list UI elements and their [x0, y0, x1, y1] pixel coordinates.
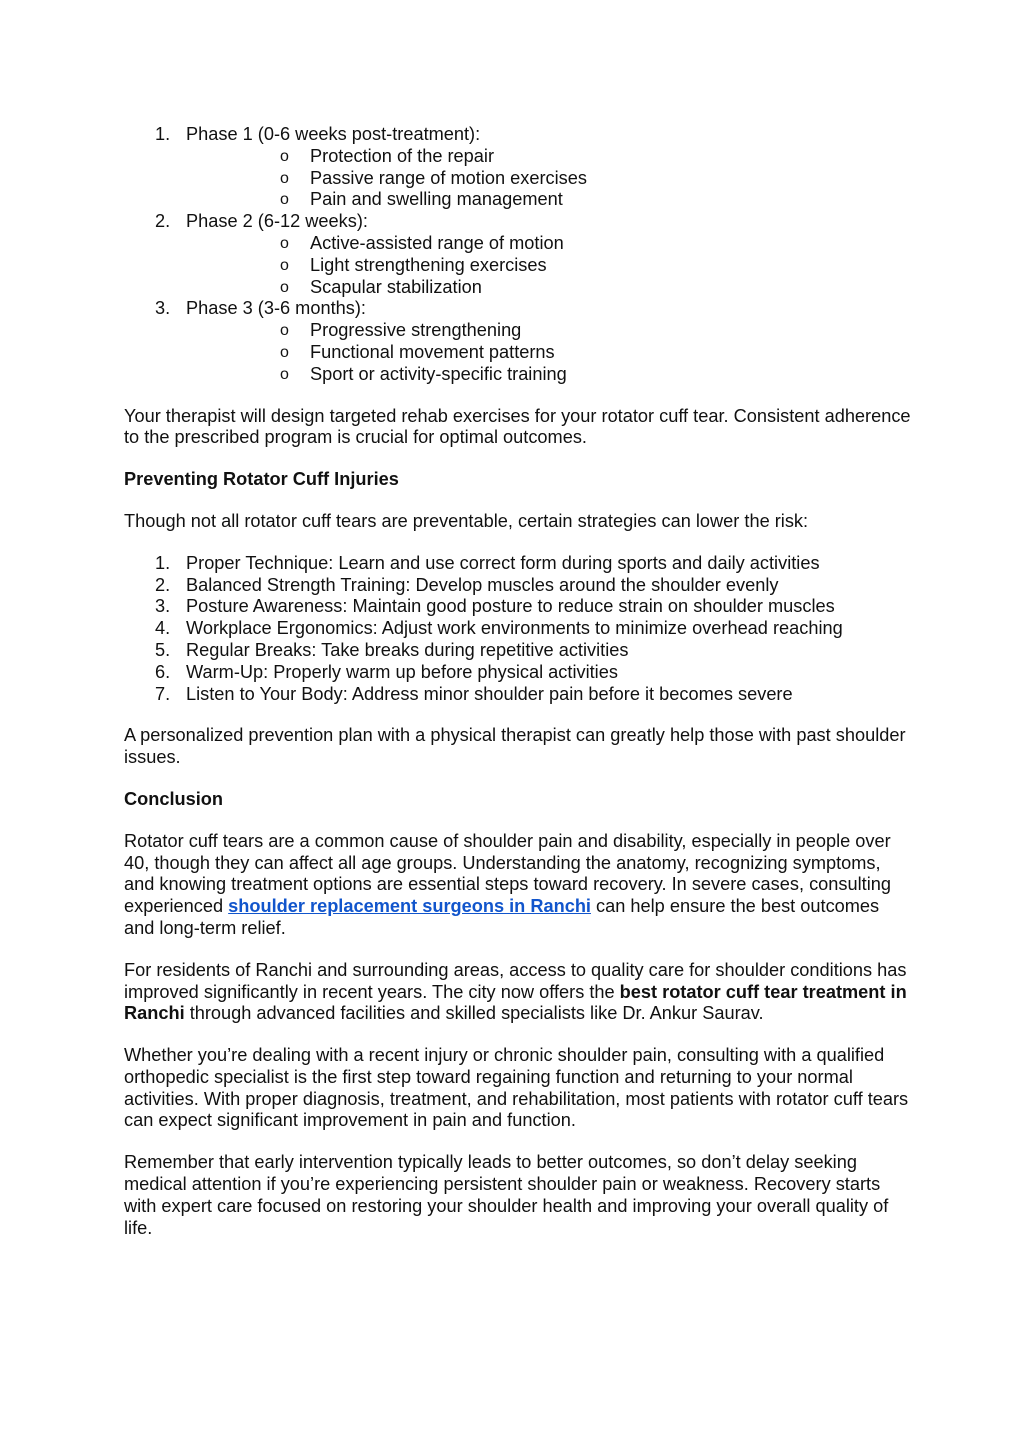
list-item: 3. Posture Awareness: Maintain good posture to reduce strain on shoulder muscles [155, 596, 835, 617]
list-item: 6. Warm-Up: Properly warm up before physical activities [155, 661, 618, 682]
conclusion-paragraph-2: For residents of Ranchi and surrounding areas, access to quality care for shoulder conditions has improved significantly in recent years. The city now offers the best rotator cuff tear treatment in Ranchi through advanced facilities and skilled specialists like Dr. Ankur Saurav. [124, 959, 907, 1024]
list-number: 4. [155, 618, 171, 639]
list-number: 1. [155, 552, 171, 573]
list-number: 1. [155, 124, 171, 144]
prevention-list [124, 553, 914, 706]
phase-item [124, 124, 914, 211]
section-heading: Preventing Rotator Cuff Injuries [124, 469, 399, 490]
rehab-phase-list [124, 298, 914, 385]
conclusion-paragraph-1: Rotator cuff tears are a common cause of shoulder pain and disability, especially in people over 40, though they can affect all age groups. Understanding the anatomy, recognizing symptoms, and knowing treatment options are essential steps toward recovery. In severe cases, consulting experienced shoulder replacement surgeons in Ranchi can help ensure the best outcomes and long-term relief. [124, 830, 891, 938]
bullet-icon: o [280, 191, 289, 209]
bullet-icon: o [280, 169, 289, 187]
list-number: 3. [155, 596, 171, 617]
conclusion-paragraph-4: Remember that early intervention typically leads to better outcomes, so don’t delay seeking medical attention if you’re experiencing persistent shoulder pain or weakness. Recovery starts with expert care focused on restoring your shoulder health and improving your overall quality of life. [124, 1152, 889, 1238]
rehab-paragraph: Your therapist will design targeted rehab exercises for your rotator cuff tear. Consistent adherence to the prescribed program is crucial for optimal outcomes. [124, 405, 911, 448]
phase-title: Phase 2 (6-12 weeks): [186, 211, 368, 232]
phase-title: Phase 1 (0-6 weeks post-treatment): [186, 124, 481, 144]
list-item: o Active-assisted range of motion [280, 232, 564, 253]
bullet-icon: o [280, 343, 289, 361]
list-item: o Pain and swelling management [280, 189, 563, 210]
phase-sub-list [186, 320, 914, 385]
list-number: 6. [155, 661, 171, 682]
phase-title: Phase 3 (3-6 months): [186, 298, 366, 319]
list-number: 7. [155, 683, 171, 704]
list-item: o Sport or activity-specific training [280, 363, 567, 384]
bullet-icon: o [280, 278, 289, 296]
conclusion-paragraph-3: Whether you’re dealing with a recent injury or chronic shoulder pain, consulting with a qualified orthopedic specialist is the first step toward regaining function and returning to your normal activities. With proper diagnosis, treatment, and rehabilitation, most patients with rotator cuff tears can expect significant improvement in pain and function. [124, 1045, 909, 1131]
list-number: 3. [155, 298, 171, 319]
list-item: 1. Proper Technique: Learn and use correct form during sports and daily activities [155, 552, 820, 573]
list-item: 5. Regular Breaks: Take breaks during repetitive activities [155, 639, 629, 660]
prevention-outro: A personalized prevention plan with a physical therapist can greatly help those with past shoulder issues. [124, 725, 906, 768]
bullet-icon: o [280, 256, 289, 274]
prevention-intro: Though not all rotator cuff tears are preventable, certain strategies can lower the risk: [124, 510, 809, 531]
emphasis-text: best rotator cuff tear treatment in Ranchi [124, 981, 907, 1024]
phase-item [124, 211, 914, 298]
rehab-phase-list [124, 211, 914, 298]
bullet-icon: o [280, 322, 289, 340]
list-item: 2. Balanced Strength Training: Develop muscles around the shoulder evenly [155, 574, 779, 595]
list-number: 2. [155, 211, 171, 232]
list-item: o Progressive strengthening [280, 320, 522, 341]
list-item: o Functional movement patterns [280, 341, 555, 362]
phase-sub-list [186, 233, 914, 298]
bullet-icon: o [280, 234, 289, 252]
phase-item [124, 298, 914, 385]
phase-sub-list [186, 146, 914, 211]
rehab-phase-list [124, 124, 914, 211]
list-number: 5. [155, 639, 171, 660]
list-item: o Light strengthening exercises [280, 254, 547, 275]
list-item: o Passive range of motion exercises [280, 167, 587, 188]
list-item: 4. Workplace Ergonomics: Adjust work environments to minimize overhead reaching [155, 618, 843, 639]
bullet-icon: o [280, 147, 289, 165]
section-heading: Conclusion [124, 788, 224, 809]
list-item: 7. Listen to Your Body: Address minor shoulder pain before it becomes severe [155, 683, 793, 704]
surgeons-link[interactable]: shoulder replacement surgeons in Ranchi [228, 896, 591, 917]
list-item: o Protection of the repair [280, 145, 494, 166]
list-item: o Scapular stabilization [280, 276, 482, 297]
document-page [124, 124, 914, 1239]
list-number: 2. [155, 574, 171, 595]
bullet-icon: o [280, 365, 289, 383]
